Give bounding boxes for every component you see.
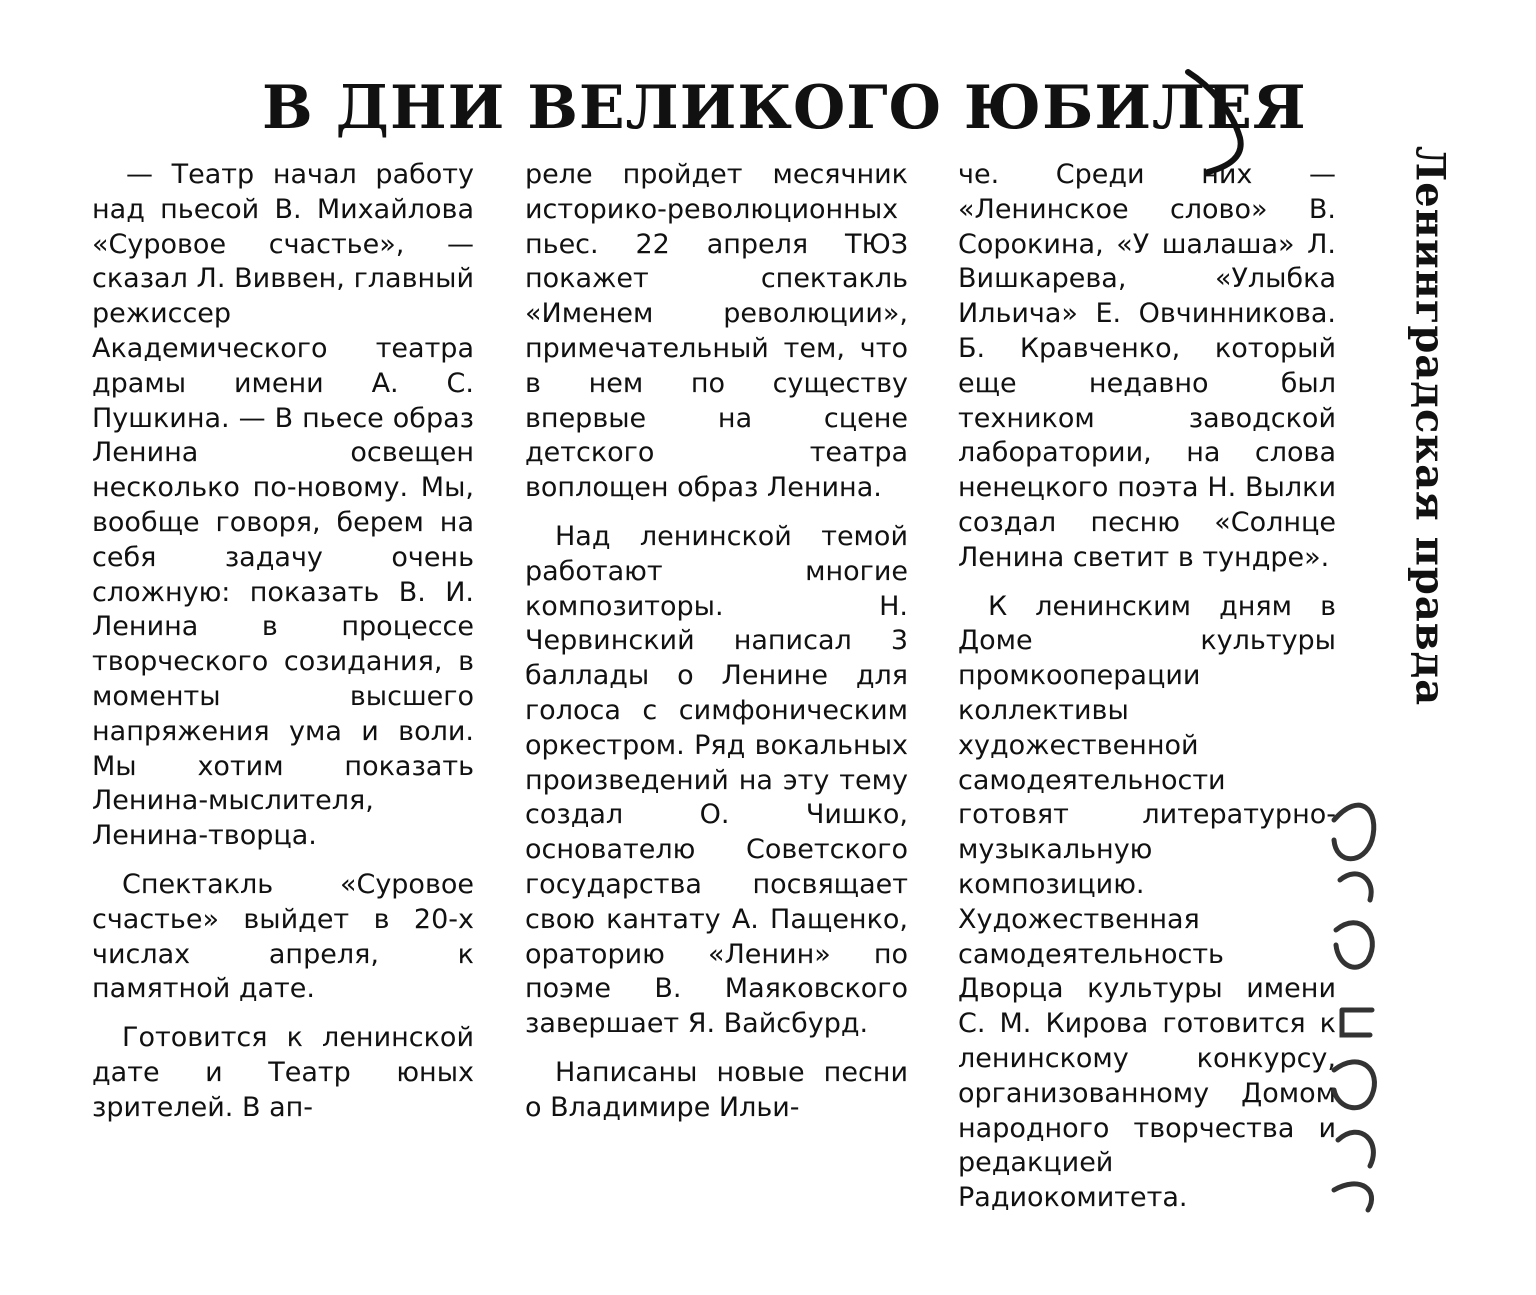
stamp-graphic — [1320, 770, 1392, 1220]
masthead-title: Ленинградская правда — [1406, 145, 1454, 707]
article-column-2 — [525, 158, 908, 1126]
paragraph: К ленинским дням в Доме культуры промкооперации коллективы художественной самодеятельности готовят литературно-музыкальную композицию. Художественная самодеятельность Дворца культуры имени С. М. Кирова готовится к ленинскому конкурсу, организованному Домом народного творчества и редакцией Радиокомитета. — [958, 590, 1336, 1214]
paragraph: — Театр начал работу над пьесой В. Михайлова «Суровое счастье», — сказал Л. Виввен, главный режиссер Академического театра драмы имени А. С. Пушкина. — В пьесе образ Ленина освещен несколько по-новому. Мы, вообще говоря, берем на себя задачу очень сложную: показать В. И. Ленина в процессе творческого созидания, в моменты высшего напряжения ума и воли. Мы хотим показать Ленина-мыслителя, Ленина-творца. — [92, 159, 474, 852]
newspaper-masthead — [1370, 145, 1490, 707]
paragraph: Над ленинской темой работают многие композиторы. Н. Червинский написал 3 баллады о Ленине для голоса с симфоническим оркестром. Ряд вокальных произведений на эту тему создал О. Чишко, основателю Советского государства посвящает свою кантату А. Пащенко, ораторию «Ленин» по поэме В. Маяковского завершает Я. Вайсбурд. — [525, 520, 908, 1040]
paragraph: че. Среди них — «Ленинское слово» В. Сорокина, «У шалаша» Л. Вишкарева, «Улыбка Ильича» Е. Овчинникова. Б. Кравченко, который еще недавно был техником заводской лаборатории, на слова ненецкого поэта Н. Вылки создал песню «Солнце Ленина светит в тундре». — [958, 159, 1336, 573]
paragraph: реле пройдет месячник историко-революционных пьес. 22 апреля ТЮЗ покажет спектакль «Именем революции», примечательный тем, что в нем по существу впервые на сцене детского театра воплощен образ Ленина. — [525, 159, 908, 504]
article-column-3 — [958, 158, 1336, 1216]
paragraph: Написаны новые песни о Владимире Ильи- — [525, 1056, 908, 1123]
paragraph: Готовится к ленинской дате и Театр юных зрителей. В ап- — [92, 1022, 474, 1123]
headline: В ДНИ ВЕЛИКОГО ЮБИЛЕЯ — [262, 73, 1307, 143]
article-column-1 — [92, 158, 474, 1126]
date-stamp — [1320, 770, 1392, 1220]
paragraph: Спектакль «Суровое счастье» выйдет в 20-х числах апреля, к памятной дате. — [92, 868, 474, 1005]
